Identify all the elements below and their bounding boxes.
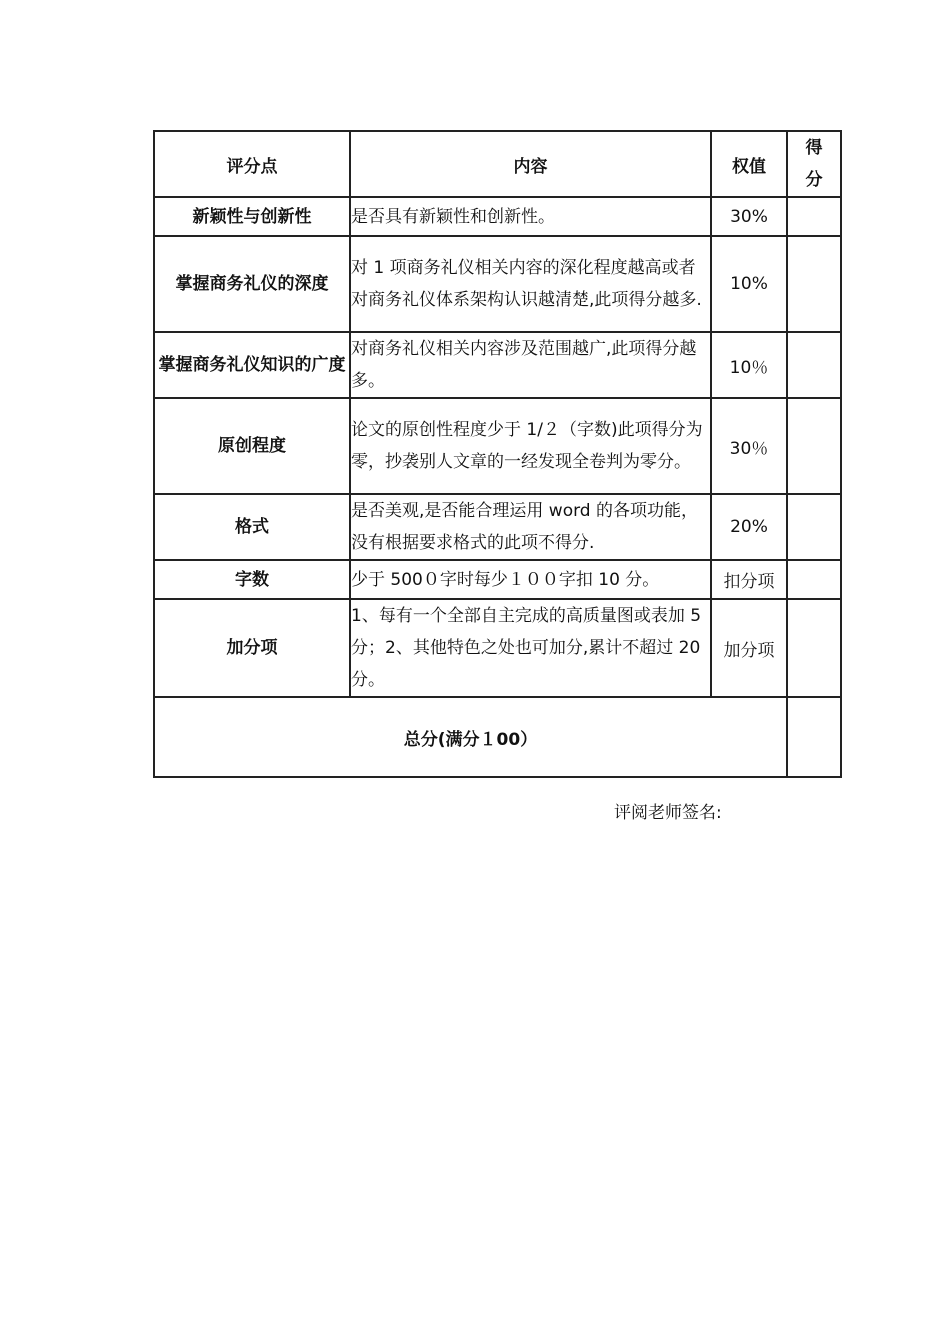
total-score-cell: [787, 697, 841, 777]
row-content: 对 1 项商务礼仪相关内容的深化程度越高或者对商务礼仪体系架构认识越清楚,此项得分越多.: [350, 236, 711, 332]
header-score-text: 得分: [805, 138, 823, 190]
row-content: 1、每有一个全部自主完成的高质量图或表加 5 分；2、其他特色之处也可加分,累计不超过 20 分。: [350, 599, 711, 697]
scoring-table: [153, 130, 842, 778]
table-header-row: [154, 131, 841, 197]
table-row: [154, 398, 841, 494]
row-weight: 10％: [711, 332, 787, 398]
header-scoring-point: 评分点: [154, 131, 350, 197]
row-content: 少于 500０字时每少１００字扣 10 分。: [350, 560, 711, 599]
table-row: [154, 494, 841, 560]
row-content: 对商务礼仪相关内容涉及范围越广,此项得分越多。: [350, 332, 711, 398]
total-row: [154, 697, 841, 777]
header-weight: 权值: [711, 131, 787, 197]
reviewer-signature-label: 评阅老师签名:: [614, 803, 722, 823]
row-score-cell: [787, 236, 841, 332]
row-scoring-point: 掌握商务礼仪的深度: [154, 236, 350, 332]
row-scoring-point: 字数: [154, 560, 350, 599]
row-weight: 扣分项: [711, 560, 787, 599]
table-row: [154, 197, 841, 236]
row-weight: 30％: [711, 398, 787, 494]
row-score-cell: [787, 560, 841, 599]
row-content: 是否具有新颖性和创新性。: [350, 197, 711, 236]
row-scoring-point: 掌握商务礼仪知识的广度: [154, 332, 350, 398]
header-content: 内容: [350, 131, 711, 197]
row-weight: 20%: [711, 494, 787, 560]
header-score: [787, 131, 841, 197]
row-content: 是否美观,是否能合理运用 word 的各项功能，没有根据要求格式的此项不得分.: [350, 494, 711, 560]
table-row: [154, 599, 841, 697]
total-score-label: 总分(满分１00）: [154, 697, 787, 777]
row-scoring-point: 原创程度: [154, 398, 350, 494]
row-scoring-point: 加分项: [154, 599, 350, 697]
row-score-cell: [787, 599, 841, 697]
row-score-cell: [787, 197, 841, 236]
row-score-cell: [787, 398, 841, 494]
row-score-cell: [787, 332, 841, 398]
row-score-cell: [787, 494, 841, 560]
row-weight: 10%: [711, 236, 787, 332]
row-content: 论文的原创性程度少于 1/２（字数)此项得分为零，抄袭别人文章的一经发现全卷判为零分。: [350, 398, 711, 494]
table-row: [154, 332, 841, 398]
row-weight: 加分项: [711, 599, 787, 697]
table-row: [154, 236, 841, 332]
table-row: [154, 560, 841, 599]
row-weight: 30%: [711, 197, 787, 236]
row-scoring-point: 格式: [154, 494, 350, 560]
row-scoring-point: 新颖性与创新性: [154, 197, 350, 236]
